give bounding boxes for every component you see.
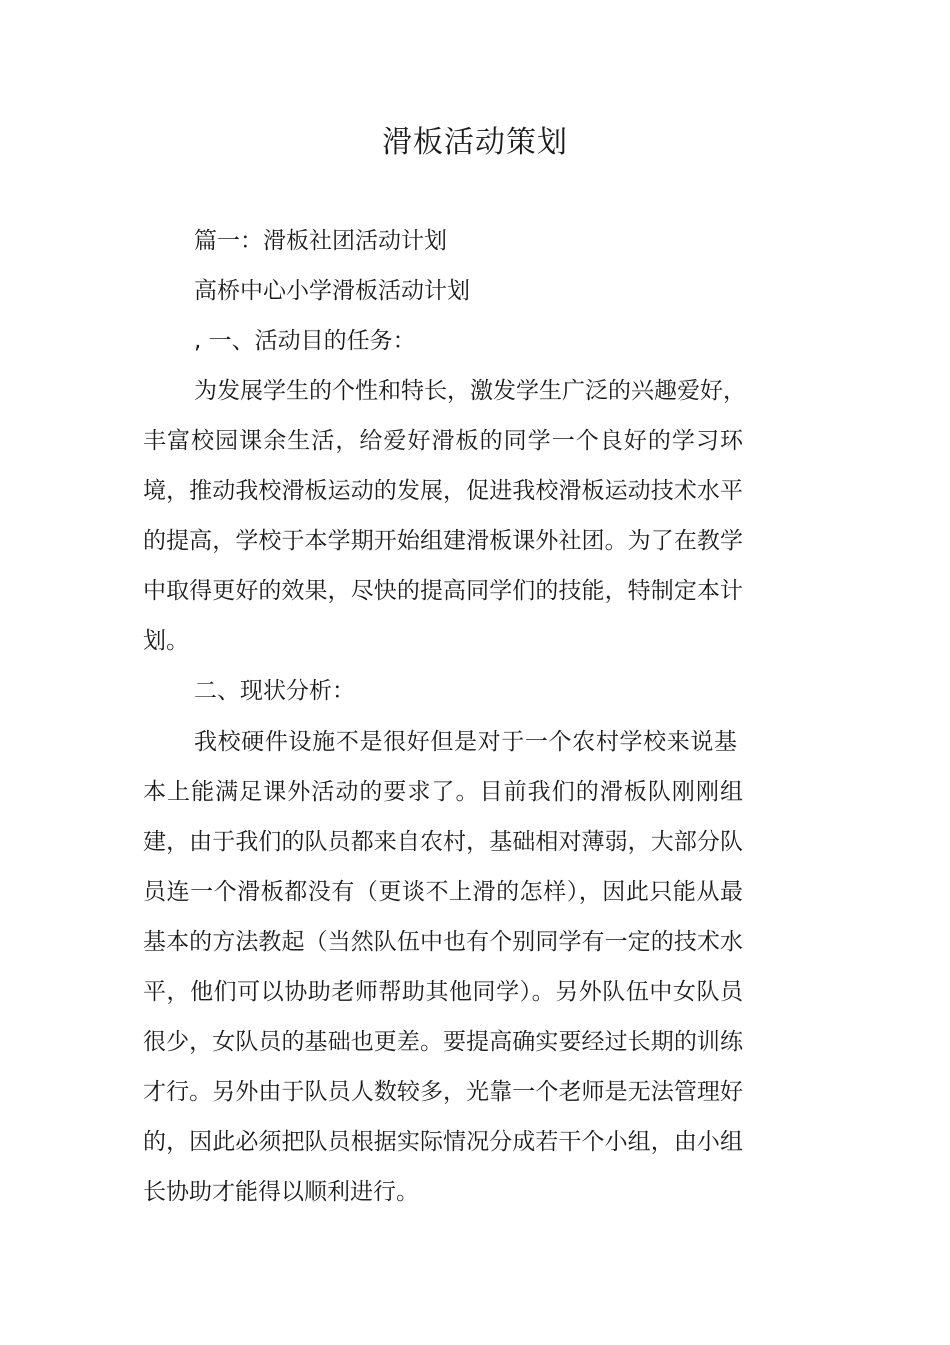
paragraph-line: 我校硬件设施不是很好但是对于一个农村学校来说基 (194, 729, 737, 755)
paragraph-line: 员连一个滑板都没有（更谈不上滑的怎样），因此只能从最 (143, 879, 743, 905)
paragraph-line: 平，他们可以协助老师帮助其他同学）。另外队伍中女队员 (143, 979, 743, 1005)
paragraph-line: 基本的方法教起（当然队伍中也有个别同学有一定的技术水 (143, 929, 743, 955)
plan-title: 高桥中心小学滑板活动计划 (194, 278, 470, 304)
paragraph-line: 很少，女队员的基础也更差。要提高确实要经过长期的训练 (143, 1029, 743, 1055)
section-heading-objectives: , 一、活动目的任务： (194, 328, 416, 354)
paragraph-line: 的，因此必须把队员根据实际情况分成若干个小组，由小组 (143, 1129, 743, 1155)
section-heading-part-one: 篇一：滑板社团活动计划 (194, 228, 447, 254)
paragraph-line: 划。 (143, 628, 189, 654)
paragraph-line: 中取得更好的效果，尽快的提高同学们的技能，特制定本计 (143, 578, 743, 604)
paragraph-line: 才行。另外由于队员人数较多，光靠一个老师是无法管理好 (143, 1079, 743, 1105)
paragraph-line: 为发展学生的个性和特长，激发学生广泛的兴趣爱好， (194, 378, 746, 404)
paragraph-line: 的提高，学校于本学期开始组建滑板课外社团。为了在教学 (143, 528, 743, 554)
paragraph-line: 丰富校园课余生活，给爱好滑板的同学一个良好的学习环 (143, 428, 743, 454)
section-heading-analysis: 二、现状分析： (194, 678, 355, 704)
paragraph-line: 长协助才能得以顺利进行。 (143, 1179, 419, 1205)
document-title: 滑板活动策划 (382, 125, 568, 160)
paragraph-line: 本上能满足课外活动的要求了。目前我们的滑板队刚刚组 (143, 779, 743, 805)
paragraph-line: 建，由于我们的队员都来自农村，基础相对薄弱，大部分队 (143, 829, 743, 855)
paragraph-line: 境，推动我校滑板运动的发展，促进我校滑板运动技术水平 (143, 478, 743, 504)
